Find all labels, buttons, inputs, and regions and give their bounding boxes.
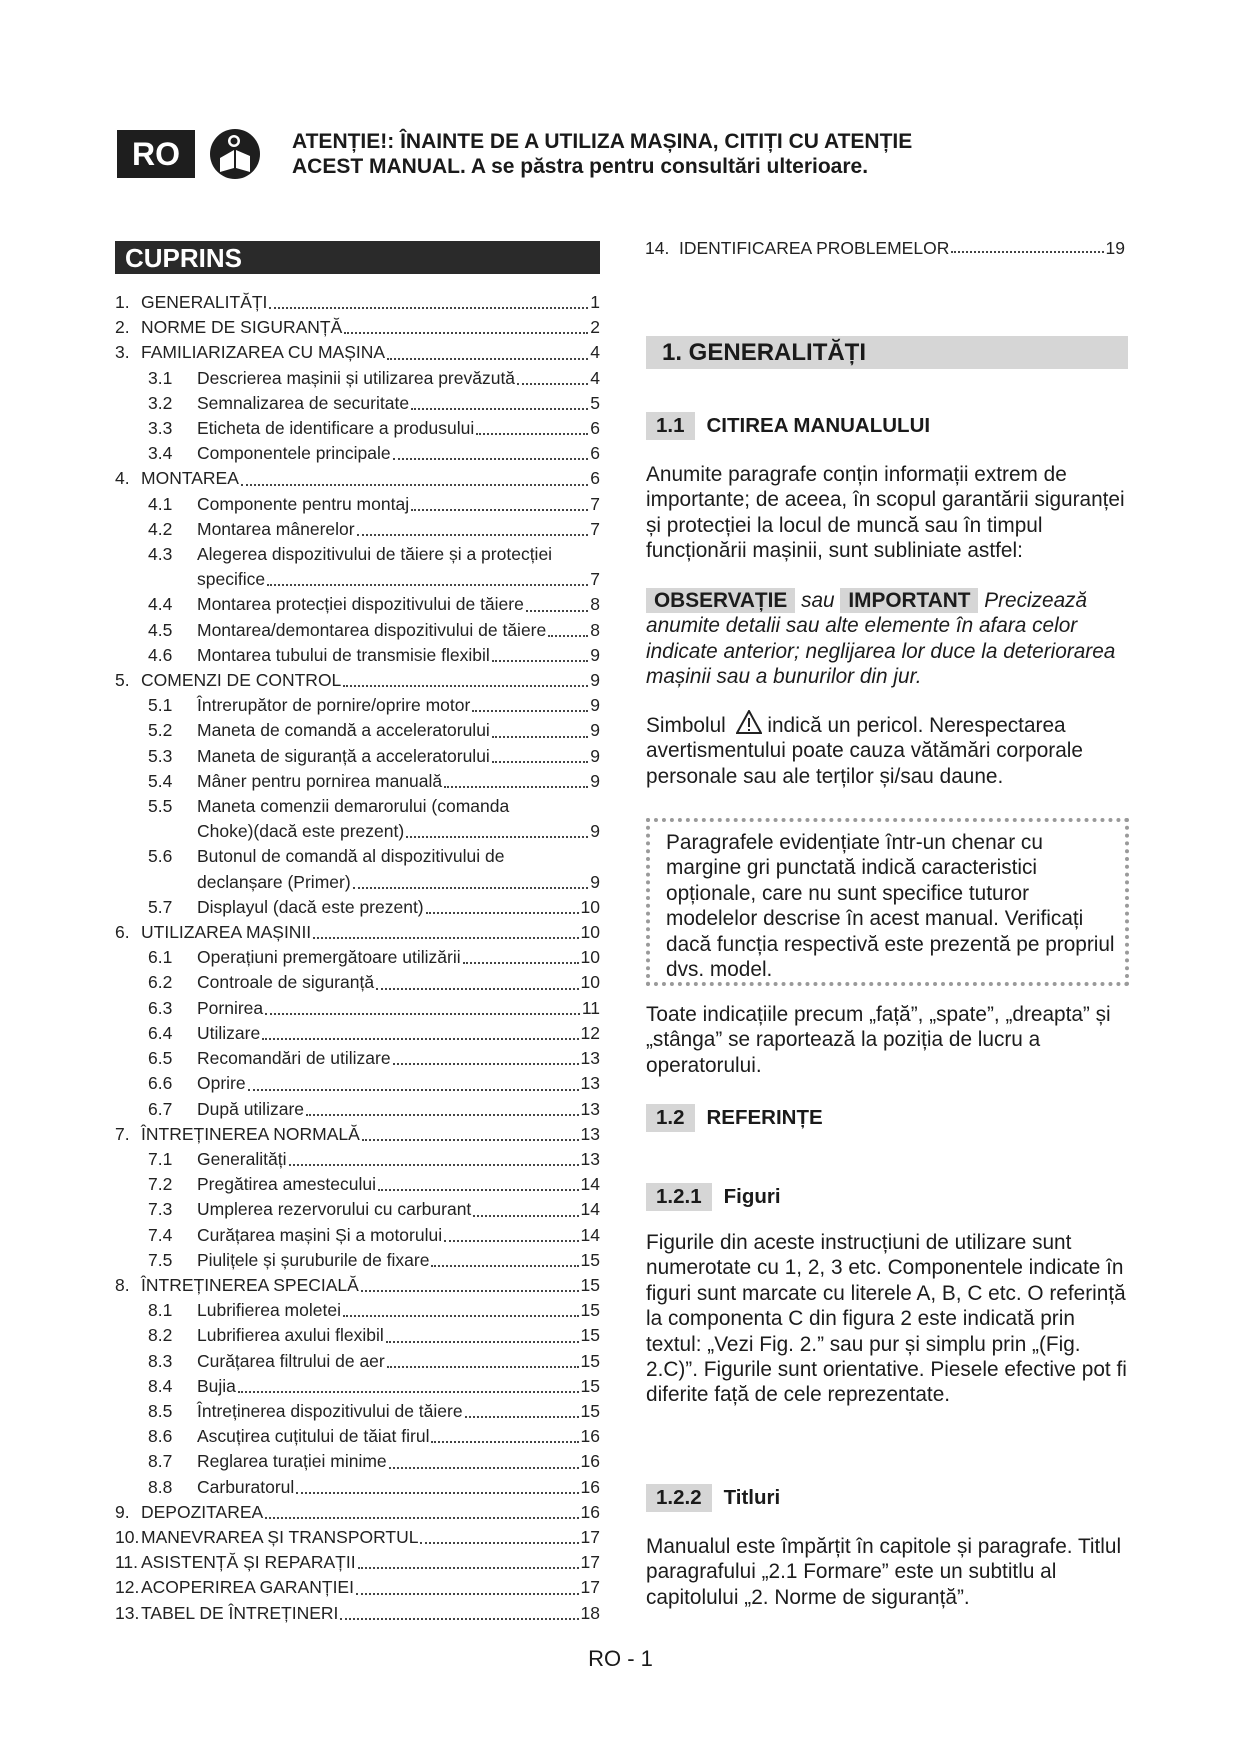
section-title: Titluri: [723, 1486, 781, 1509]
toc-item-page: 9: [590, 871, 600, 892]
section-1-2-2-heading: [646, 1484, 780, 1512]
toc-item-page: 9: [590, 745, 600, 766]
toc-item-number: 3.3: [148, 418, 173, 439]
toc-item-label: Umplerea rezervorului cu carburant: [197, 1199, 472, 1220]
toc-item-label: Alegerea dispozitivului de tăiere și a protecției: [197, 544, 553, 565]
optional-features-box: [646, 818, 1129, 986]
symbol-pre-text: Simbolul: [646, 714, 726, 737]
toc-item-page: 4: [590, 367, 600, 388]
toc-item-page: 15: [580, 1325, 600, 1346]
toc-item-number: 11.: [115, 1552, 139, 1573]
toc-item[interactable]: [115, 895, 600, 920]
toc-item-page: 18: [580, 1602, 600, 1623]
toc-item-page: 19: [1105, 238, 1125, 258]
toc-item-label: Reglarea turației minime: [197, 1451, 387, 1472]
toc-item-page: 5: [590, 392, 600, 413]
section-number: 1.2.2: [646, 1484, 712, 1512]
toc-item-page: 17: [580, 1577, 600, 1598]
toc-item-number: 8.1: [148, 1300, 173, 1321]
toc-item[interactable]: [115, 1475, 600, 1500]
toc-item-page: 17: [580, 1552, 600, 1573]
toc-item-number: 8.7: [148, 1451, 173, 1472]
toc-item-label: IDENTIFICAREA PROBLEMELOR: [679, 238, 950, 258]
toc-item[interactable]: [115, 1223, 600, 1248]
toc-item-page: 13: [580, 1123, 600, 1144]
toc-item[interactable]: [115, 920, 600, 945]
toc-item-number: 3.1: [148, 367, 173, 388]
toc-item-number: 4.: [115, 468, 130, 489]
toc-item-page: 13: [580, 1048, 600, 1069]
toc-item[interactable]: [115, 366, 600, 391]
toc-item-number: 6.2: [148, 972, 173, 993]
toc-item[interactable]: [115, 492, 600, 517]
toc-item[interactable]: [115, 441, 600, 466]
toc-item-page: 15: [580, 1249, 600, 1270]
toc-item-label: COMENZI DE CONTROL: [141, 670, 342, 691]
toc-item-page: 10: [580, 922, 600, 943]
toc-item-number: 8.2: [148, 1325, 173, 1346]
toc-item-label: După utilizare: [197, 1098, 304, 1119]
toc-item[interactable]: [115, 1575, 600, 1600]
toc-item[interactable]: [115, 1525, 600, 1550]
toc-item-page: 7: [590, 569, 600, 590]
warning-triangle-icon: [736, 710, 762, 734]
toc-item-page: 16: [580, 1476, 600, 1497]
toc-item-label: Eticheta de identificare a produsului: [197, 418, 475, 439]
toc-item-label: ASISTENȚĂ ȘI REPARAȚII: [141, 1552, 356, 1573]
toc-item-number: 5.5: [148, 796, 173, 817]
toc-item[interactable]: [115, 945, 600, 970]
toc-item[interactable]: [115, 1298, 600, 1323]
toc-item[interactable]: [115, 416, 600, 441]
toc-item-number: 7.3: [148, 1199, 173, 1220]
toc-item[interactable]: [115, 668, 600, 693]
toc-item-label: Lubrifierea moletei: [197, 1300, 341, 1321]
toc-item-label: ÎNTREȚINEREA SPECIALĂ: [141, 1274, 359, 1295]
toc-item[interactable]: [115, 1374, 600, 1399]
toc-item-label-cont: specifice: [197, 569, 266, 590]
toc-item-number: 8.5: [148, 1400, 173, 1421]
toc-item-label: Maneta de comandă a acceleratorului: [197, 720, 490, 741]
toc-item-page: 12: [580, 1022, 600, 1043]
toc-item-label: Bujia: [197, 1375, 236, 1396]
toc-item-page: 7: [590, 493, 600, 514]
toc-item-label: Montarea tubului de transmisie flexibil: [197, 644, 490, 665]
section-title: Figuri: [723, 1185, 781, 1208]
toc-item[interactable]: [115, 1097, 600, 1122]
toc-item-page: 9: [590, 770, 600, 791]
toc-item-page: 10: [580, 896, 600, 917]
toc-item-label: DEPOZITAREA: [141, 1501, 264, 1522]
toc-item-label: Componente pentru montaj: [197, 493, 410, 514]
toc-item-label: Întreținerea dispozitivului de tăiere: [197, 1400, 463, 1421]
toc-item-page: 15: [580, 1300, 600, 1321]
optional-features-text: Paragrafele evidențiate într-un chenar cu margine gri punctată indică caracteristici opționale, care nu sunt specifice tuturor modelelor descrise în acest manual. Verificați dacă funcția respectivă este prezentă pe propriul dvs. model.: [666, 831, 1115, 982]
toc-item-number: 14.: [645, 238, 670, 258]
toc-item[interactable]: [115, 996, 600, 1021]
toc-item-label: TABEL DE ÎNTREȚINERI: [141, 1602, 339, 1623]
toc-item-page: 6: [590, 418, 600, 439]
toc-item[interactable]: [115, 1248, 600, 1273]
toc-item-page: 13: [580, 1073, 600, 1094]
toc-item[interactable]: [115, 391, 600, 416]
toc-item[interactable]: [115, 1323, 600, 1348]
toc-item[interactable]: [115, 693, 600, 718]
toc-item-label: UTILIZAREA MAȘINII: [141, 922, 312, 943]
toc-item-page: 15: [580, 1274, 600, 1295]
toc-item-label: NORME DE SIGURANȚĂ: [141, 317, 343, 338]
toc-item-page: 10: [580, 947, 600, 968]
toc-item[interactable]: [115, 970, 600, 995]
toc-item-label-cont: Choke)(dacă este prezent): [197, 821, 405, 842]
section-1-2-heading: [646, 1104, 823, 1132]
toc-item-number: 5.: [115, 670, 130, 691]
toc-item-label: Recomandări de utilizare: [197, 1048, 391, 1069]
toc-item-number: 4.5: [148, 619, 173, 640]
toc-item-label: Întrerupător de pornire/oprire motor: [197, 695, 471, 716]
toc-item-number: 12.: [115, 1577, 140, 1598]
toc-item[interactable]: [115, 340, 600, 365]
read-manual-icon: [208, 128, 262, 180]
toc-item-number: 5.7: [148, 896, 173, 917]
toc-item[interactable]: [115, 1122, 600, 1147]
toc-item[interactable]: [115, 1500, 600, 1525]
toc-item[interactable]: [115, 1424, 600, 1449]
toc-item[interactable]: [115, 1172, 600, 1197]
toc-item-page: 14: [580, 1199, 600, 1220]
toc-item-number: 7.: [115, 1123, 130, 1144]
toc-item-page: 6: [590, 468, 600, 489]
toc-item-page: 16: [580, 1501, 600, 1522]
symbol-post-text: indică un pericol. Nerespectarea avertismentului poate cauza vătămări corporale personale sau ale terților și/sau daune.: [646, 714, 1083, 788]
toc-item-label: Montarea protecției dispozitivului de tăiere: [197, 594, 524, 615]
toc-item-page: 8: [590, 619, 600, 640]
note-paragraph: [646, 588, 1136, 690]
toc-item-page: 14: [580, 1174, 600, 1195]
hazard-symbol-paragraph: [646, 710, 1136, 789]
toc-item-label: Piulițele și șuruburile de fixare: [197, 1249, 430, 1270]
toc-item[interactable]: [115, 1349, 600, 1374]
toc-item-number: 5.2: [148, 720, 173, 741]
toc-item-number: 8.: [115, 1274, 130, 1295]
toc-item-label: Ascuțirea cuțitului de tăiat firul: [197, 1426, 430, 1447]
toc-item-page: 14: [580, 1224, 600, 1245]
toc-item-label: Butonul de comandă al dispozitivului de: [197, 846, 505, 867]
toc-item-label: Descrierea mașinii și utilizarea prevăzută: [197, 367, 516, 388]
toc-item-label: Carburatorul: [197, 1476, 295, 1497]
toc-item[interactable]: [115, 1197, 600, 1222]
reading-manual-paragraph: Anumite paragrafe conțin informații extrem de importante; de aceea, în scopul garantării siguranței și protecției la locul de muncă sau în timpul funcționării mașinii, sunt subliniate astfel:: [646, 463, 1125, 563]
toc-item-page: 15: [580, 1350, 600, 1371]
toc-item[interactable]: [115, 1399, 600, 1424]
toc-item-number: 9.: [115, 1501, 130, 1522]
or-word: sau: [801, 589, 835, 612]
toc-item-page: 8: [590, 594, 600, 615]
toc-item-page: 9: [590, 695, 600, 716]
toc-item[interactable]: [115, 1021, 600, 1046]
section-1-heading: 1. GENERALITĂȚI: [646, 336, 1128, 369]
toc-item-label: Curățarea filtrului de aer: [197, 1350, 385, 1371]
toc-item-label: Oprire: [197, 1073, 246, 1094]
toc-item-number: 10.: [115, 1526, 140, 1547]
toc-item-number: 6.7: [148, 1098, 173, 1119]
toc-item-number: 7.4: [148, 1224, 173, 1245]
toc-item[interactable]: [115, 315, 600, 340]
toc-item-number: 7.2: [148, 1174, 173, 1195]
toc-item-number: 4.4: [148, 594, 173, 615]
toc-item-number: 6.6: [148, 1073, 173, 1094]
toc-list: [115, 290, 600, 1626]
toc-item-page: 16: [580, 1451, 600, 1472]
toc-item-label: Pornirea: [197, 997, 264, 1018]
toc-item-page: 13: [580, 1098, 600, 1119]
toc-item-number: 7.1: [148, 1148, 173, 1169]
toc-item[interactable]: [115, 542, 600, 592]
toc-item[interactable]: [115, 592, 600, 617]
note-text: Precizează anumite detalii sau alte elemente în afara celor indicate anterior; neglijarea lor duce la deteriorarea mașinii sau a bunurilor din jur.: [646, 589, 1116, 689]
toc-item[interactable]: [115, 618, 600, 643]
toc-item-label-cont: declanșare (Primer): [197, 871, 351, 892]
warning-notice: [292, 129, 1052, 179]
toc-item[interactable]: [115, 1449, 600, 1474]
toc-item[interactable]: [115, 744, 600, 769]
section-number: 1.1: [646, 412, 695, 440]
toc-item-page: 16: [580, 1426, 600, 1447]
toc-item[interactable]: [115, 1147, 600, 1172]
toc-item-page: 11: [581, 997, 600, 1018]
toc-item-number: 6.4: [148, 1022, 173, 1043]
section-number: 1.2: [646, 1104, 695, 1132]
toc-item[interactable]: [115, 1046, 600, 1071]
toc-item[interactable]: [115, 844, 600, 894]
toc-item-label: Controale de siguranță: [197, 972, 375, 993]
toc-item-label: Lubrifierea axului flexibil: [197, 1325, 384, 1346]
language-badge: RO: [117, 130, 195, 178]
toc-item[interactable]: [115, 1071, 600, 1096]
toc-item-number: 6.3: [148, 997, 173, 1018]
toc-item-label: GENERALITĂȚI: [141, 292, 268, 312]
toc-item-number: 3.4: [148, 443, 173, 464]
toc-item[interactable]: [115, 517, 600, 542]
toc-item-page: 15: [580, 1375, 600, 1396]
toc-item[interactable]: [115, 794, 600, 844]
toc-item-label: FAMILIARIZAREA CU MAȘINA: [141, 342, 386, 363]
toc-item-label: ÎNTREȚINEREA NORMALĂ: [141, 1123, 360, 1144]
toc-item-label: ACOPERIREA GARANȚIEI: [141, 1577, 354, 1598]
toc-item-number: 4.3: [148, 544, 173, 565]
toc-item-page: 1: [590, 292, 600, 312]
toc-item-page: 2: [590, 317, 600, 338]
observatie-tag: OBSERVAȚIE: [646, 588, 795, 613]
toc-item-number: 8.6: [148, 1426, 173, 1447]
toc-item[interactable]: [115, 1273, 600, 1298]
toc-item-label: Mâner pentru pornirea manuală: [197, 770, 443, 791]
toc-item-page: 10: [580, 972, 600, 993]
toc-item[interactable]: [115, 769, 600, 794]
toc-item-page: 15: [580, 1400, 600, 1421]
toc-item-number: 6.5: [148, 1048, 173, 1069]
toc-item-number: 5.4: [148, 770, 173, 791]
toc-item-14[interactable]: [645, 238, 1125, 259]
toc-item-label: Generalități: [197, 1148, 287, 1169]
toc-item-number: 4.6: [148, 644, 173, 665]
toc-item-number: 5.6: [148, 846, 173, 867]
directions-paragraph: Toate indicațiile precum „față”, „spate”, „dreapta” și „stânga” se raportează la poziția de lucru a operatorului.: [646, 1003, 1111, 1077]
section-1-1-heading: [646, 412, 930, 440]
toc-item-label: Componentele principale: [197, 443, 391, 464]
toc-item-number: 6.1: [148, 947, 173, 968]
toc-item-number: 1.: [115, 292, 130, 312]
toc-item-page: 7: [590, 518, 600, 539]
toc-item-number: 4.1: [148, 493, 173, 514]
toc-item-page: 17: [580, 1526, 600, 1547]
section-number: 1.2.1: [646, 1183, 712, 1211]
toc-item-number: 4.2: [148, 518, 173, 539]
toc-item[interactable]: [115, 1550, 600, 1575]
toc-item-label: Maneta comenzii demarorului (comanda: [197, 796, 510, 817]
warning-line-2: ACEST MANUAL. A se păstra pentru consultări ulterioare.: [292, 155, 869, 178]
warning-line-1: ATENȚIE!: ÎNAINTE DE A UTILIZA MAȘINA, CITIȚI CU ATENȚIE: [292, 130, 913, 153]
toc-item-number: 6.: [115, 922, 130, 943]
toc-item-label: Curățarea mașini Și a motorului: [197, 1224, 443, 1245]
figures-paragraph: Figurile din aceste instrucțiuni de utilizare sunt numerotate cu 1, 2, 3 etc. Componentele indicate în figuri sunt marcate cu literele A, B, C etc. O referință la componenta C din figura 2 este indicată prin textul: „Vezi Fig. 2.” sau pur și simplu prin „(Fig. 2.C)”. Figurile sunt orientative. Piesele efective pot fi diferite față de cele reprezentate.: [646, 1231, 1127, 1407]
toc-item-number: 5.1: [148, 695, 173, 716]
toc-item[interactable]: [115, 290, 600, 315]
toc-item-label: Maneta de siguranță a acceleratorului: [197, 745, 490, 766]
section-1-2-1-heading: [646, 1183, 781, 1211]
toc-item-page: 9: [590, 670, 600, 691]
toc-item-number: 8.3: [148, 1350, 173, 1371]
toc-item[interactable]: [115, 718, 600, 743]
toc-item-number: 13.: [115, 1602, 140, 1623]
toc-item-label: Semnalizarea de securitate: [197, 392, 410, 413]
toc-title: CUPRINS: [115, 241, 600, 274]
toc-item-page: 6: [590, 443, 600, 464]
toc-item-number: 7.5: [148, 1249, 173, 1270]
toc-item-page: 4: [590, 342, 600, 363]
toc-item-label: MANEVRAREA ȘI TRANSPORTUL: [141, 1526, 419, 1547]
toc-item-page: 9: [590, 821, 600, 842]
toc-item[interactable]: [115, 466, 600, 491]
important-tag: IMPORTANT: [840, 588, 978, 613]
toc-item-number: 8.8: [148, 1476, 173, 1497]
toc-item-number: 2.: [115, 317, 130, 338]
section-title: CITIREA MANUALULUI: [706, 414, 931, 437]
toc-item-number: 3.2: [148, 392, 173, 413]
toc-item-number: 8.4: [148, 1375, 173, 1396]
toc-item-number: 3.: [115, 342, 130, 363]
toc-item-label: Displayul (dacă este prezent): [197, 896, 424, 917]
toc-item-label: Pregătirea amestecului: [197, 1174, 376, 1195]
toc-item[interactable]: [115, 643, 600, 668]
titles-paragraph: Manualul este împărțit în capitole și paragrafe. Titlul paragrafului „2.1 Formare” este un subtitlu al capitolului „2. Norme de siguranță”.: [646, 1535, 1122, 1609]
section-title: REFERINȚE: [706, 1106, 823, 1129]
toc-item[interactable]: [115, 1601, 600, 1626]
toc-item-page: 9: [590, 644, 600, 665]
toc-item-label: Operațiuni premergătoare utilizării: [197, 947, 461, 968]
toc-item-number: 5.3: [148, 745, 173, 766]
toc-item-label: Montarea mânerelor: [197, 518, 355, 539]
toc-item-label: Utilizare: [197, 1022, 261, 1043]
toc-item-label: Montarea/demontarea dispozitivului de tăiere: [197, 619, 547, 640]
toc-item-label: MONTAREA: [141, 468, 239, 489]
page-number: RO - 1: [588, 1646, 653, 1671]
toc-item-page: 9: [590, 720, 600, 741]
toc-item-page: 13: [580, 1148, 600, 1169]
